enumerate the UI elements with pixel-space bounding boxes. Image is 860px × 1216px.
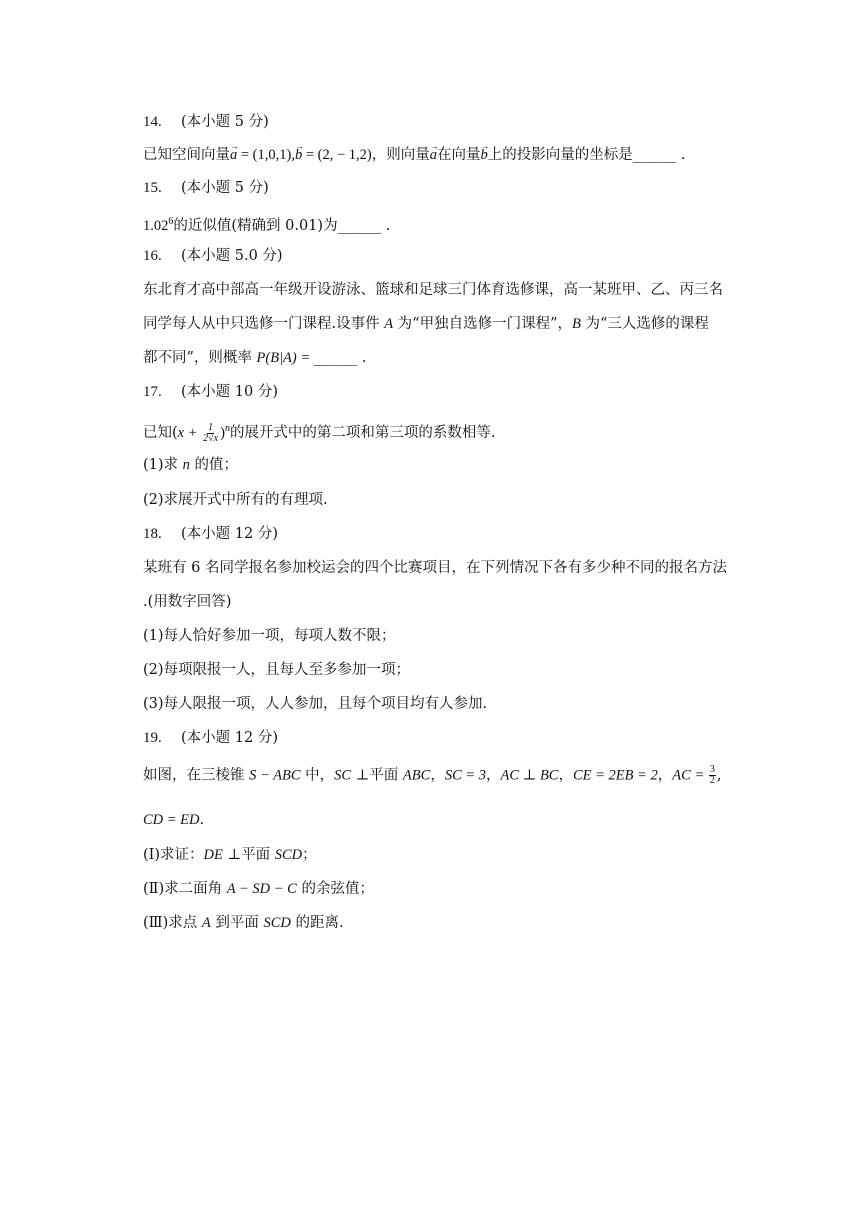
q17-header [143, 382, 278, 402]
math: = (1,0,1), [237, 147, 295, 163]
q18-line2: .(用数字回答) [143, 594, 232, 610]
question-points: (本小题 10 分) [181, 384, 278, 400]
math: SCD [274, 847, 303, 863]
text: 如图，在三棱锥 [143, 767, 250, 784]
math: A − SD − C [226, 881, 297, 897]
q15-body [143, 212, 390, 236]
q19-header [143, 728, 278, 748]
vector-b: → b [295, 145, 302, 165]
text: (1)求 [143, 457, 183, 473]
text: ， [430, 767, 445, 784]
q18-line1: 某班有 6 名同学报名参加校运会的四个比赛项目，在下列情况下各有多少种不同的报名方法 [143, 560, 727, 576]
text: ， [486, 767, 501, 784]
text: ⊥平面 [222, 847, 275, 863]
math: S − ABC [249, 767, 301, 784]
q19-line2 [143, 810, 204, 830]
q16-line2 [143, 314, 709, 334]
question-number: 18. [143, 526, 162, 542]
text: 的距离. [290, 915, 344, 931]
text: ， [558, 767, 573, 784]
question-number: 14. [143, 114, 162, 130]
text: (Ⅲ)求点 [143, 915, 202, 931]
text: . [199, 812, 205, 828]
math: ABC [402, 767, 431, 784]
text: 的余弦值； [296, 881, 374, 897]
math: CD = ED [143, 812, 200, 828]
text: 已知空间向量 [143, 147, 230, 163]
question-number: 19. [143, 730, 162, 746]
q19-part2 [143, 879, 374, 899]
q16-header [143, 246, 283, 266]
q14-body [143, 145, 685, 165]
text: ，则向量 [371, 147, 430, 163]
vector-b: → b [480, 145, 487, 165]
text: 为“三人选修的课程 [580, 316, 709, 332]
q17-part1 [143, 455, 238, 475]
question-points: (本小题 12 分) [181, 730, 278, 746]
fraction [202, 423, 219, 444]
q19-line1 [143, 765, 721, 786]
q17-body [143, 419, 496, 444]
exponent: 6 [168, 216, 174, 227]
question-points: (本小题 5 分) [181, 114, 269, 130]
fraction [709, 765, 716, 786]
math: SC [334, 767, 352, 784]
text: 为“甲独自选修一门课程”， [393, 316, 573, 332]
q19-part1 [143, 845, 317, 865]
text: , [716, 767, 722, 784]
question-number: 15. [143, 180, 162, 196]
numerator: 3 [709, 764, 715, 775]
text: 的近似值(精确到 0.01)为______ . [173, 218, 391, 234]
vector-a: → a [430, 145, 437, 165]
text: ， [657, 767, 673, 784]
text: 上的投影向量的坐标是______ . [487, 147, 686, 163]
math: AC = [672, 767, 708, 784]
text: ； [302, 847, 317, 863]
math: n [182, 457, 190, 473]
text: (Ⅰ)求证： [143, 847, 204, 863]
text: 都不同”，则概率 [143, 350, 257, 366]
math: 1.02 [143, 218, 169, 234]
math: P(B|A) = [256, 350, 314, 366]
math: x + [177, 425, 202, 441]
math: SCD [263, 915, 291, 931]
math: A [201, 915, 211, 931]
q16-line3 [143, 348, 367, 368]
text: 到平面 [210, 915, 264, 931]
denominator: 2 [709, 775, 715, 786]
vector-a: → a [230, 145, 237, 165]
exponent: n [224, 423, 230, 434]
text: 已知( [143, 425, 178, 441]
text: ______ . [313, 350, 367, 366]
text: 的展开式中的第二项和第三项的系数相等. [229, 425, 496, 441]
text: 同学每人从中只选修一门课程.设事件 [143, 316, 385, 332]
numerator: 1 [208, 421, 214, 433]
text: 的值； [189, 457, 239, 473]
denominator: 2√x [203, 432, 219, 444]
q19-part3 [143, 913, 344, 933]
text: ⊥平面 [351, 767, 403, 784]
question-points: (本小题 5 分) [181, 180, 269, 196]
math: = (2, − 1,2) [302, 147, 372, 163]
math: ) [220, 425, 225, 441]
q18-header [143, 524, 278, 544]
question-number: 17. [143, 384, 162, 400]
text: 在向量 [436, 147, 481, 163]
q15-header [143, 178, 269, 198]
q17-part2: (2)求展开式中所有的有理项. [143, 492, 328, 508]
q18-part3: (3)每人限报一项，人人参加，且每个项目均有人参加. [143, 696, 488, 712]
q18-part2: (2)每项限报一人，且每人至多参加一项； [143, 662, 411, 678]
question-number: 16. [143, 248, 162, 264]
q14-header [143, 112, 269, 132]
q18-part1: (1)每人恰好参加一项，每项人数不限； [143, 628, 396, 644]
text: 中， [300, 767, 335, 784]
math: A [384, 316, 394, 332]
question-points: (本小题 5.0 分) [181, 248, 283, 264]
math: DE [203, 847, 223, 863]
question-points: (本小题 12 分) [181, 526, 278, 542]
math: CE = 2EB = 2 [572, 767, 658, 784]
math: AC ⊥ BC [500, 767, 559, 784]
text: (Ⅱ)求二面角 [143, 881, 227, 897]
math: B [572, 316, 581, 332]
q16-line1: 东北育才高中部高一年级开设游泳、篮球和足球三门体育选修课，高一某班甲、乙、丙三名 [143, 282, 723, 298]
math: SC = 3 [444, 767, 487, 784]
